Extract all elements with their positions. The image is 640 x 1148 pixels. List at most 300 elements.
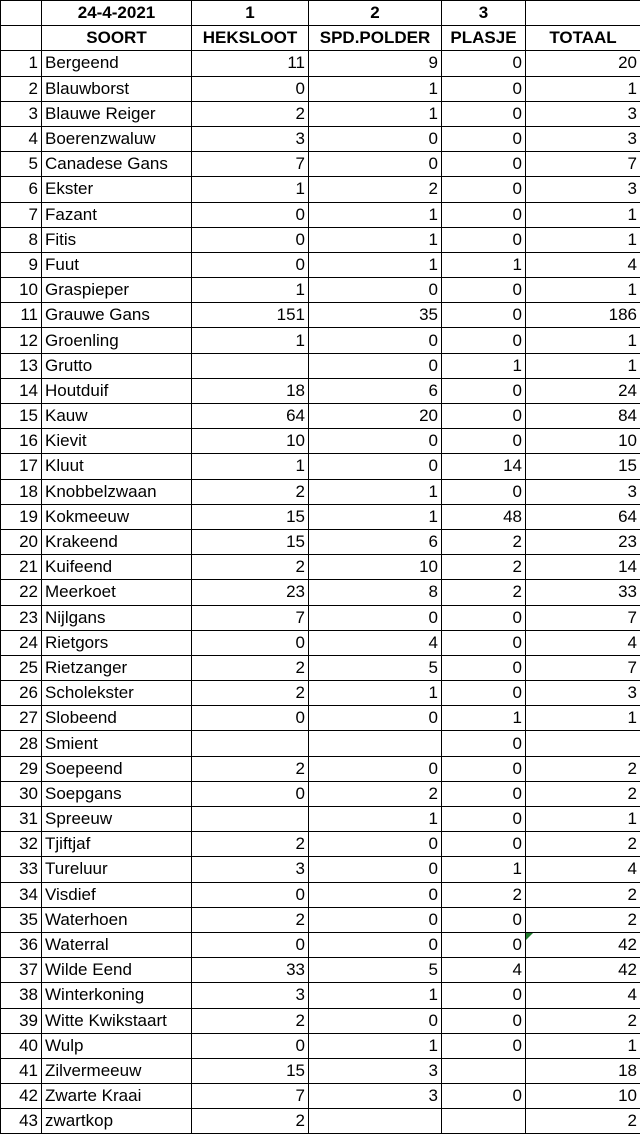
heksloot-cell[interactable]: 1 xyxy=(192,177,309,202)
plasje-cell[interactable]: 2 xyxy=(442,529,526,554)
row-index-cell[interactable]: 26 xyxy=(1,681,42,706)
heksloot-cell[interactable]: 2 xyxy=(192,655,309,680)
row-index-cell[interactable]: 30 xyxy=(1,781,42,806)
table-row xyxy=(1,152,640,177)
species-cell[interactable]: Fuut xyxy=(42,252,192,277)
plasje-cell[interactable]: 0 xyxy=(442,51,526,76)
totaal-cell[interactable]: 3 xyxy=(526,126,640,151)
table-row xyxy=(1,605,640,630)
totaal-cell[interactable]: 15 xyxy=(526,454,640,479)
heksloot-cell[interactable]: 2 xyxy=(192,907,309,932)
totaal-cell[interactable]: 33 xyxy=(526,580,640,605)
heksloot-cell[interactable]: 1 xyxy=(192,454,309,479)
heksloot-cell[interactable]: 15 xyxy=(192,529,309,554)
species-cell[interactable]: Zilvermeeuw xyxy=(42,1058,192,1083)
spd-polder-cell[interactable]: 1 xyxy=(309,202,442,227)
totaal-cell[interactable]: 42 xyxy=(526,958,640,983)
totaal-cell[interactable]: 1 xyxy=(526,278,640,303)
plasje-cell[interactable]: 0 xyxy=(442,630,526,655)
heksloot-cell[interactable]: 0 xyxy=(192,252,309,277)
row-index-cell[interactable]: 40 xyxy=(1,1033,42,1058)
spd-polder-cell[interactable]: 4 xyxy=(309,630,442,655)
table-row xyxy=(1,1008,640,1033)
plasje-cell[interactable]: 4 xyxy=(442,958,526,983)
spd-polder-cell[interactable]: 1 xyxy=(309,76,442,101)
plasje-cell[interactable]: 0 xyxy=(442,126,526,151)
species-cell[interactable]: Wilde Eend xyxy=(42,958,192,983)
spd-polder-cell[interactable]: 3 xyxy=(309,1084,442,1109)
spd-polder-cell[interactable]: 2 xyxy=(309,177,442,202)
species-cell[interactable]: Meerkoet xyxy=(42,580,192,605)
totaal-cell[interactable]: 84 xyxy=(526,404,640,429)
species-cell[interactable]: zwartkop xyxy=(42,1109,192,1134)
spd-polder-cell[interactable]: 0 xyxy=(309,328,442,353)
col-number-plasje[interactable]: 3 xyxy=(442,1,526,26)
species-cell[interactable]: Nijlgans xyxy=(42,605,192,630)
heksloot-cell[interactable]: 3 xyxy=(192,983,309,1008)
species-cell[interactable]: Rietzanger xyxy=(42,655,192,680)
row-index-cell[interactable]: 13 xyxy=(1,353,42,378)
species-cell[interactable]: Fazant xyxy=(42,202,192,227)
species-cell[interactable]: Waterral xyxy=(42,932,192,957)
species-cell[interactable]: Kluut xyxy=(42,454,192,479)
plasje-cell[interactable]: 0 xyxy=(442,681,526,706)
heksloot-cell[interactable]: 1 xyxy=(192,278,309,303)
spd-polder-cell[interactable]: 1 xyxy=(309,252,442,277)
plasje-cell[interactable]: 0 xyxy=(442,227,526,252)
species-cell[interactable]: Blauwborst xyxy=(42,76,192,101)
totaal-cell[interactable]: 10 xyxy=(526,429,640,454)
col-number-totaal-empty[interactable] xyxy=(526,1,640,26)
totaal-cell[interactable] xyxy=(526,731,640,756)
row-index-cell[interactable]: 43 xyxy=(1,1109,42,1134)
totaal-cell[interactable]: 3 xyxy=(526,479,640,504)
spd-polder-cell[interactable]: 0 xyxy=(309,857,442,882)
totaal-cell[interactable]: 7 xyxy=(526,655,640,680)
row-index-cell[interactable]: 5 xyxy=(1,152,42,177)
table-row xyxy=(1,1033,640,1058)
table-row xyxy=(1,252,640,277)
heksloot-cell[interactable]: 2 xyxy=(192,832,309,857)
totaal-cell[interactable]: 1 xyxy=(526,1033,640,1058)
plasje-cell[interactable]: 0 xyxy=(442,832,526,857)
heksloot-cell[interactable]: 3 xyxy=(192,857,309,882)
plasje-cell[interactable]: 0 xyxy=(442,152,526,177)
heksloot-cell[interactable]: 15 xyxy=(192,504,309,529)
plasje-cell[interactable]: 0 xyxy=(442,1084,526,1109)
spd-polder-cell[interactable]: 1 xyxy=(309,807,442,832)
totaal-cell[interactable]: 4 xyxy=(526,857,640,882)
heksloot-cell[interactable]: 11 xyxy=(192,51,309,76)
species-cell[interactable]: Groenling xyxy=(42,328,192,353)
row-index-cell[interactable]: 11 xyxy=(1,303,42,328)
plasje-cell[interactable]: 14 xyxy=(442,454,526,479)
row-index-cell[interactable]: 15 xyxy=(1,404,42,429)
heksloot-cell[interactable]: 1 xyxy=(192,328,309,353)
row-index-cell[interactable]: 28 xyxy=(1,731,42,756)
table-row xyxy=(1,378,640,403)
spd-polder-cell[interactable]: 0 xyxy=(309,605,442,630)
plasje-cell[interactable]: 0 xyxy=(442,605,526,630)
table-row xyxy=(1,706,640,731)
row-index-cell[interactable]: 10 xyxy=(1,278,42,303)
plasje-cell[interactable]: 0 xyxy=(442,807,526,832)
spd-polder-cell[interactable]: 1 xyxy=(309,101,442,126)
error-indicator-icon[interactable] xyxy=(526,933,533,940)
header-plasje[interactable]: PLASJE xyxy=(442,26,526,51)
row-index-cell[interactable]: 14 xyxy=(1,378,42,403)
row-index-cell[interactable]: 4 xyxy=(1,126,42,151)
heksloot-cell[interactable]: 0 xyxy=(192,706,309,731)
table-row xyxy=(1,655,640,680)
heksloot-cell[interactable]: 2 xyxy=(192,756,309,781)
totaal-cell[interactable]: 7 xyxy=(526,152,640,177)
heksloot-cell[interactable]: 64 xyxy=(192,404,309,429)
totaal-cell[interactable]: 186 xyxy=(526,303,640,328)
species-cell[interactable]: Waterhoen xyxy=(42,907,192,932)
table-row xyxy=(1,76,640,101)
header-soort[interactable]: SOORT xyxy=(42,26,192,51)
row-index-cell[interactable]: 29 xyxy=(1,756,42,781)
row-index-cell[interactable]: 32 xyxy=(1,832,42,857)
plasje-cell[interactable]: 0 xyxy=(442,756,526,781)
spd-polder-cell[interactable]: 9 xyxy=(309,51,442,76)
species-cell[interactable]: Smient xyxy=(42,731,192,756)
heksloot-cell[interactable]: 7 xyxy=(192,152,309,177)
row-index-cell[interactable]: 2 xyxy=(1,76,42,101)
species-cell[interactable]: Scholekster xyxy=(42,681,192,706)
table-row xyxy=(1,227,640,252)
spd-polder-cell[interactable]: 1 xyxy=(309,504,442,529)
spd-polder-cell[interactable]: 35 xyxy=(309,303,442,328)
heksloot-cell[interactable] xyxy=(192,731,309,756)
totaal-cell[interactable]: 24 xyxy=(526,378,640,403)
plasje-cell[interactable]: 0 xyxy=(442,479,526,504)
species-cell[interactable]: Blauwe Reiger xyxy=(42,101,192,126)
row-index-cell[interactable]: 8 xyxy=(1,227,42,252)
plasje-cell[interactable]: 0 xyxy=(442,932,526,957)
row-index-cell[interactable]: 17 xyxy=(1,454,42,479)
row-index-cell[interactable]: 34 xyxy=(1,882,42,907)
plasje-cell[interactable]: 1 xyxy=(442,252,526,277)
totaal-cell[interactable]: 4 xyxy=(526,252,640,277)
spd-polder-cell[interactable]: 0 xyxy=(309,882,442,907)
row-index-cell[interactable]: 31 xyxy=(1,807,42,832)
header-spd-polder[interactable]: SPD.POLDER xyxy=(309,26,442,51)
plasje-cell[interactable]: 0 xyxy=(442,983,526,1008)
plasje-cell[interactable]: 0 xyxy=(442,202,526,227)
heksloot-cell[interactable]: 15 xyxy=(192,1058,309,1083)
heksloot-cell[interactable]: 0 xyxy=(192,630,309,655)
species-cell[interactable]: Fitis xyxy=(42,227,192,252)
totaal-cell[interactable]: 14 xyxy=(526,555,640,580)
spd-polder-cell[interactable]: 20 xyxy=(309,404,442,429)
species-cell[interactable]: Kuifeend xyxy=(42,555,192,580)
plasje-cell[interactable]: 0 xyxy=(442,378,526,403)
totaal-cell[interactable]: 2 xyxy=(526,832,640,857)
row-index-cell[interactable]: 37 xyxy=(1,958,42,983)
row-index-cell[interactable]: 33 xyxy=(1,857,42,882)
species-cell[interactable]: Witte Kwikstaart xyxy=(42,1008,192,1033)
totaal-cell[interactable]: 1 xyxy=(526,353,640,378)
table-row xyxy=(1,479,640,504)
totaal-cell[interactable]: 23 xyxy=(526,529,640,554)
species-cell[interactable]: Spreeuw xyxy=(42,807,192,832)
spd-polder-cell[interactable]: 8 xyxy=(309,580,442,605)
heksloot-cell[interactable]: 0 xyxy=(192,932,309,957)
heksloot-cell[interactable]: 33 xyxy=(192,958,309,983)
row-index-cell[interactable]: 24 xyxy=(1,630,42,655)
row-index-cell[interactable]: 36 xyxy=(1,932,42,957)
plasje-cell[interactable] xyxy=(442,1058,526,1083)
heksloot-cell[interactable]: 10 xyxy=(192,429,309,454)
table-row xyxy=(1,177,640,202)
totaal-cell[interactable]: 2 xyxy=(526,907,640,932)
totaal-cell[interactable]: 20 xyxy=(526,51,640,76)
species-cell[interactable]: Kokmeeuw xyxy=(42,504,192,529)
table-row xyxy=(1,781,640,806)
species-cell[interactable]: Rietgors xyxy=(42,630,192,655)
header-row-numbers xyxy=(1,1,640,26)
plasje-cell[interactable]: 0 xyxy=(442,404,526,429)
heksloot-cell[interactable]: 0 xyxy=(192,882,309,907)
heksloot-cell[interactable]: 2 xyxy=(192,479,309,504)
row-index-cell[interactable]: 7 xyxy=(1,202,42,227)
spd-polder-cell[interactable]: 5 xyxy=(309,958,442,983)
species-cell[interactable]: Soepgans xyxy=(42,781,192,806)
totaal-cell[interactable]: 1 xyxy=(526,328,640,353)
heksloot-cell[interactable]: 7 xyxy=(192,605,309,630)
species-cell[interactable]: Visdief xyxy=(42,882,192,907)
species-cell[interactable]: Grauwe Gans xyxy=(42,303,192,328)
row-index-cell[interactable]: 21 xyxy=(1,555,42,580)
plasje-cell[interactable]: 0 xyxy=(442,429,526,454)
index-header-empty[interactable] xyxy=(1,26,42,51)
spd-polder-cell[interactable]: 0 xyxy=(309,454,442,479)
spd-polder-cell[interactable]: 1 xyxy=(309,1033,442,1058)
table-row xyxy=(1,555,640,580)
species-cell[interactable]: Kievit xyxy=(42,429,192,454)
row-index-cell[interactable]: 25 xyxy=(1,655,42,680)
totaal-cell[interactable]: 4 xyxy=(526,983,640,1008)
totaal-cell[interactable]: 1 xyxy=(526,202,640,227)
species-cell[interactable]: Winterkoning xyxy=(42,983,192,1008)
heksloot-cell[interactable] xyxy=(192,807,309,832)
totaal-cell[interactable]: 3 xyxy=(526,681,640,706)
row-index-cell[interactable]: 9 xyxy=(1,252,42,277)
spd-polder-cell[interactable]: 10 xyxy=(309,555,442,580)
totaal-cell[interactable]: 2 xyxy=(526,882,640,907)
heksloot-cell[interactable] xyxy=(192,353,309,378)
plasje-cell[interactable]: 0 xyxy=(442,177,526,202)
spd-polder-cell[interactable]: 0 xyxy=(309,706,442,731)
totaal-cell[interactable]: 2 xyxy=(526,781,640,806)
species-cell[interactable]: Slobeend xyxy=(42,706,192,731)
row-index-cell[interactable]: 27 xyxy=(1,706,42,731)
spd-polder-cell[interactable]: 0 xyxy=(309,756,442,781)
totaal-cell[interactable]: 18 xyxy=(526,1058,640,1083)
plasje-cell[interactable]: 0 xyxy=(442,303,526,328)
heksloot-cell[interactable]: 0 xyxy=(192,76,309,101)
plasje-cell[interactable]: 2 xyxy=(442,580,526,605)
heksloot-cell[interactable]: 0 xyxy=(192,202,309,227)
heksloot-cell[interactable]: 151 xyxy=(192,303,309,328)
table-row xyxy=(1,731,640,756)
totaal-cell[interactable]: 1 xyxy=(526,76,640,101)
plasje-cell[interactable]: 2 xyxy=(442,555,526,580)
table-row xyxy=(1,101,640,126)
plasje-cell[interactable]: 0 xyxy=(442,278,526,303)
heksloot-cell[interactable]: 2 xyxy=(192,681,309,706)
species-cell[interactable]: Zwarte Kraai xyxy=(42,1084,192,1109)
species-cell[interactable]: Tureluur xyxy=(42,857,192,882)
totaal-cell[interactable]: 1 xyxy=(526,706,640,731)
plasje-cell[interactable]: 0 xyxy=(442,328,526,353)
row-index-cell[interactable]: 35 xyxy=(1,907,42,932)
plasje-cell[interactable]: 0 xyxy=(442,1033,526,1058)
species-cell[interactable]: Tjiftjaf xyxy=(42,832,192,857)
spd-polder-cell[interactable] xyxy=(309,731,442,756)
spd-polder-cell[interactable]: 0 xyxy=(309,126,442,151)
spd-polder-cell[interactable]: 0 xyxy=(309,932,442,957)
plasje-cell[interactable]: 0 xyxy=(442,781,526,806)
totaal-cell[interactable]: 10 xyxy=(526,1084,640,1109)
spd-polder-cell[interactable]: 1 xyxy=(309,681,442,706)
species-cell[interactable]: Bergeend xyxy=(42,51,192,76)
spd-polder-cell[interactable]: 2 xyxy=(309,781,442,806)
totaal-cell[interactable]: 3 xyxy=(526,177,640,202)
row-index-cell[interactable]: 22 xyxy=(1,580,42,605)
plasje-cell[interactable]: 0 xyxy=(442,101,526,126)
plasje-cell[interactable]: 2 xyxy=(442,882,526,907)
row-index-cell[interactable]: 39 xyxy=(1,1008,42,1033)
species-cell[interactable]: Grutto xyxy=(42,353,192,378)
plasje-cell[interactable]: 0 xyxy=(442,731,526,756)
header-totaal[interactable]: TOTAAL xyxy=(526,26,640,51)
table-row xyxy=(1,454,640,479)
row-index-cell[interactable]: 20 xyxy=(1,529,42,554)
row-index-cell[interactable]: 19 xyxy=(1,504,42,529)
totaal-cell[interactable]: 4 xyxy=(526,630,640,655)
species-cell[interactable]: Canadese Gans xyxy=(42,152,192,177)
totaal-cell[interactable] xyxy=(526,932,640,957)
spd-polder-cell[interactable]: 0 xyxy=(309,429,442,454)
spd-polder-cell[interactable]: 0 xyxy=(309,1008,442,1033)
row-index-cell[interactable]: 1 xyxy=(1,51,42,76)
heksloot-cell[interactable]: 23 xyxy=(192,580,309,605)
totaal-cell[interactable]: 2 xyxy=(526,1008,640,1033)
species-cell[interactable]: Houtduif xyxy=(42,378,192,403)
table-row xyxy=(1,807,640,832)
heksloot-cell[interactable]: 2 xyxy=(192,1008,309,1033)
spd-polder-cell[interactable]: 0 xyxy=(309,278,442,303)
table-row xyxy=(1,756,640,781)
totaal-cell[interactable]: 7 xyxy=(526,605,640,630)
plasje-cell[interactable]: 0 xyxy=(442,655,526,680)
totaal-cell[interactable]: 1 xyxy=(526,807,640,832)
header-heksloot[interactable]: HEKSLOOT xyxy=(192,26,309,51)
plasje-cell[interactable]: 1 xyxy=(442,706,526,731)
plasje-cell[interactable]: 0 xyxy=(442,76,526,101)
species-cell[interactable]: Kauw xyxy=(42,404,192,429)
plasje-cell[interactable]: 0 xyxy=(442,1008,526,1033)
spd-polder-cell[interactable]: 5 xyxy=(309,655,442,680)
spd-polder-cell[interactable]: 6 xyxy=(309,378,442,403)
heksloot-cell[interactable]: 2 xyxy=(192,1109,309,1134)
table-row xyxy=(1,1109,640,1134)
table-row xyxy=(1,882,640,907)
date-cell[interactable]: 24-4-2021 xyxy=(42,1,192,26)
table-row xyxy=(1,958,640,983)
heksloot-cell[interactable]: 7 xyxy=(192,1084,309,1109)
species-cell[interactable]: Ekster xyxy=(42,177,192,202)
row-index-cell[interactable]: 16 xyxy=(1,429,42,454)
species-cell[interactable]: Krakeend xyxy=(42,529,192,554)
heksloot-cell[interactable]: 2 xyxy=(192,101,309,126)
plasje-cell[interactable]: 48 xyxy=(442,504,526,529)
row-index-cell[interactable]: 38 xyxy=(1,983,42,1008)
table-row xyxy=(1,1058,640,1083)
species-cell[interactable]: Soepeend xyxy=(42,756,192,781)
totaal-cell[interactable]: 1 xyxy=(526,227,640,252)
table-row xyxy=(1,932,640,957)
totaal-cell[interactable]: 2 xyxy=(526,756,640,781)
spd-polder-cell[interactable]: 6 xyxy=(309,529,442,554)
heksloot-cell[interactable]: 18 xyxy=(192,378,309,403)
spd-polder-cell[interactable]: 0 xyxy=(309,353,442,378)
spd-polder-cell[interactable]: 1 xyxy=(309,983,442,1008)
totaal-cell[interactable]: 64 xyxy=(526,504,640,529)
spd-polder-cell[interactable]: 3 xyxy=(309,1058,442,1083)
table-row xyxy=(1,126,640,151)
corner-cell[interactable] xyxy=(1,1,42,26)
heksloot-cell[interactable]: 2 xyxy=(192,555,309,580)
row-index-cell[interactable]: 23 xyxy=(1,605,42,630)
species-cell[interactable]: Boerenzwaluw xyxy=(42,126,192,151)
row-index-cell[interactable]: 3 xyxy=(1,101,42,126)
totaal-cell[interactable]: 3 xyxy=(526,101,640,126)
row-index-cell[interactable]: 42 xyxy=(1,1084,42,1109)
spd-polder-cell[interactable]: 1 xyxy=(309,479,442,504)
plasje-cell[interactable]: 1 xyxy=(442,353,526,378)
species-cell[interactable]: Wulp xyxy=(42,1033,192,1058)
heksloot-cell[interactable]: 0 xyxy=(192,781,309,806)
col-number-heksloot[interactable]: 1 xyxy=(192,1,309,26)
plasje-cell[interactable]: 0 xyxy=(442,907,526,932)
plasje-cell[interactable]: 1 xyxy=(442,857,526,882)
spd-polder-cell[interactable]: 0 xyxy=(309,832,442,857)
row-index-cell[interactable]: 12 xyxy=(1,328,42,353)
col-number-spd-polder[interactable]: 2 xyxy=(309,1,442,26)
heksloot-cell[interactable]: 3 xyxy=(192,126,309,151)
spd-polder-cell[interactable] xyxy=(309,1109,442,1134)
row-index-cell[interactable]: 6 xyxy=(1,177,42,202)
spd-polder-cell[interactable]: 0 xyxy=(309,152,442,177)
species-cell[interactable]: Graspieper xyxy=(42,278,192,303)
table-row xyxy=(1,1084,640,1109)
table-row xyxy=(1,353,640,378)
spd-polder-cell[interactable]: 0 xyxy=(309,907,442,932)
heksloot-cell[interactable]: 0 xyxy=(192,1033,309,1058)
row-index-cell[interactable]: 41 xyxy=(1,1058,42,1083)
spd-polder-cell[interactable]: 1 xyxy=(309,227,442,252)
table-row xyxy=(1,429,640,454)
species-cell[interactable]: Knobbelzwaan xyxy=(42,479,192,504)
row-index-cell[interactable]: 18 xyxy=(1,479,42,504)
plasje-cell[interactable] xyxy=(442,1109,526,1134)
totaal-cell[interactable]: 2 xyxy=(526,1109,640,1134)
heksloot-cell[interactable]: 0 xyxy=(192,227,309,252)
